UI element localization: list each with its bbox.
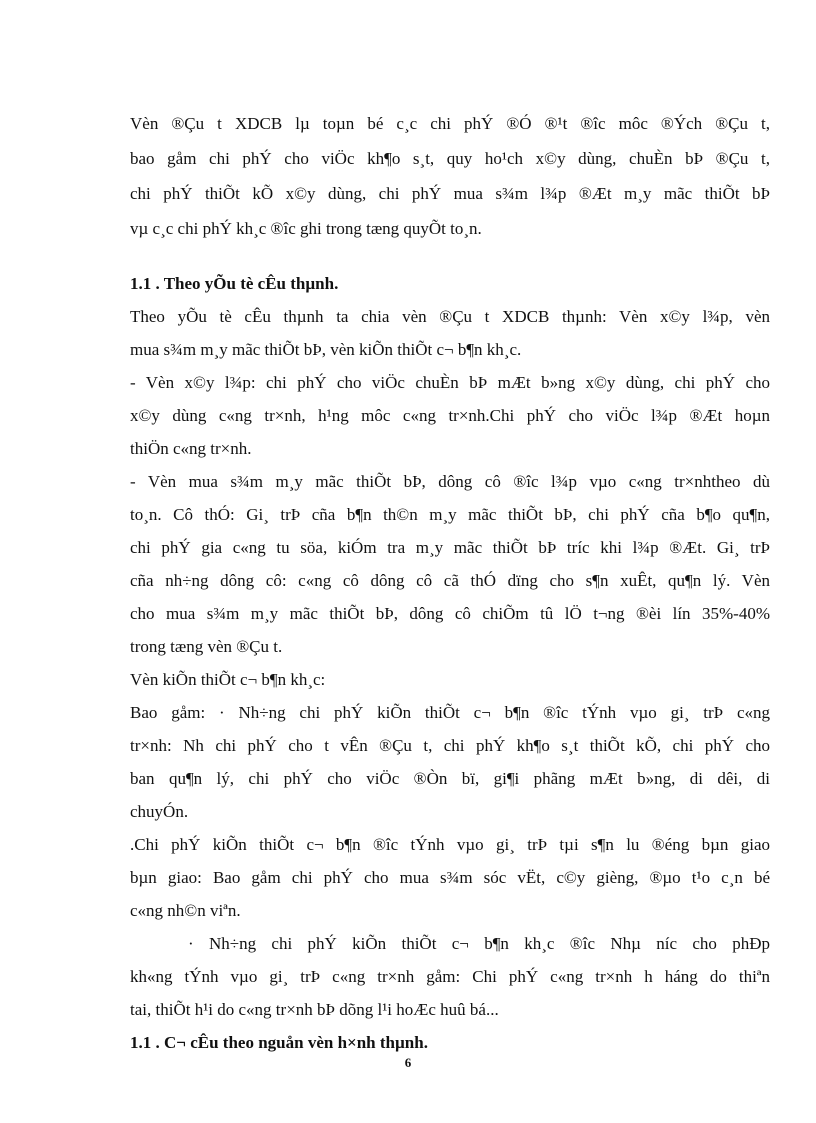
page-number: 6 — [404, 1055, 412, 1070]
paragraph-line: chi phÝ thiÕt kÕ x©y dùng, chi phÝ mua s¾m l¾p ®Æt m¸y mãc thiÕt bÞ — [130, 184, 770, 203]
paragraph-line: Bao gåm: · Nh÷ng chi phÝ kiÕn thiÕt c¬ b¶n ®îc tÝnh vµo gi¸ trÞ c«ng — [130, 703, 770, 722]
paragraph-line: · Nh÷ng chi phÝ kiÕn thiÕt c¬ b¶n kh¸c ®îc Nhµ níc cho phÐp — [188, 934, 770, 953]
paragraph-line: ban qu¶n lý, chi phÝ cho viÖc ®Òn bï, gi¶i phãng mÆt b»ng, di dêi, di — [130, 769, 770, 788]
paragraph-line: .Chi phÝ kiÕn thiÕt c¬ b¶n ®îc tÝnh vµo gi¸ trÞ tµi s¶n lu ®éng bµn giao — [130, 835, 770, 854]
section-heading: 1.1 . Theo yÕu tè cÊu thµnh. — [130, 274, 339, 293]
paragraph-line: Vèn kiÕn thiÕt c¬ b¶n kh¸c: — [130, 670, 326, 689]
paragraph-line: kh«ng tÝnh vµo gi¸ trÞ c«ng tr×nh gåm: Chi phÝ c«ng tr×nh h háng do thiªn — [130, 967, 770, 986]
paragraph-line: - Vèn x©y l¾p: chi phÝ cho viÖc chuÈn bÞ mÆt b»ng x©y dùng, chi phÝ cho — [130, 373, 770, 392]
paragraph-line: chuyÓn. — [130, 802, 189, 821]
paragraph-line: - Vèn mua s¾m m¸y mãc thiÕt bÞ, dông cô ®îc l¾p vµo c«ng tr×nhtheo dù — [130, 472, 770, 491]
paragraph-line: bao gåm chi phÝ cho viÖc kh¶o s¸t, quy ho¹ch x©y dùng, chuÈn bÞ ®Çu t, — [130, 149, 770, 168]
paragraph-line: chi phÝ gia c«ng tu söa, kiÓm tra m¸y mãc thiÕt bÞ tríc khi l¾p ®Æt. Gi¸ trÞ — [130, 538, 770, 557]
paragraph-line: vµ c¸c chi phÝ kh¸c ®îc ghi trong tæng quyÕt to¸n. — [130, 219, 482, 238]
section-heading: 1.1 . C¬ cÊu theo nguån vèn h×nh thµnh. — [130, 1033, 428, 1052]
paragraph-line: Theo yÕu tè cÊu thµnh ta chia vèn ®Çu t XDCB thµnh: Vèn x©y l¾p, vèn — [130, 307, 770, 326]
paragraph-line: tai, thiÕt h¹i do c«ng tr×nh bÞ dõng l¹i hoÆc huû bá... — [130, 1000, 499, 1019]
paragraph-line: Vèn ®Çu t XDCB lµ toµn bé c¸c chi phÝ ®Ó ®¹t ®îc môc ®Ých ®Çu t, — [130, 114, 770, 133]
paragraph-line: mua s¾m m¸y mãc thiÕt bÞ, vèn kiÕn thiÕt c¬ b¶n kh¸c. — [130, 340, 522, 359]
paragraph-line: cho mua s¾m m¸y mãc thiÕt bÞ, dông cô chiÕm tû lÖ t¬ng ®èi lín 35%-40% — [130, 604, 770, 623]
paragraph-line: thiÖn c«ng tr×nh. — [130, 439, 252, 458]
paragraph-line: cña nh÷ng dông cô: c«ng cô dông cô cã thÓ dïng cho s¶n xuÊt, qu¶n lý. Vèn — [130, 571, 770, 590]
paragraph-line: tr×nh: Nh chi phÝ cho t vÊn ®Çu t, chi phÝ kh¶o s¸t thiÕt kÕ, chi phÝ cho — [130, 736, 770, 755]
paragraph-line: x©y dùng c«ng tr×nh, h¹ng môc c«ng tr×nh.Chi phÝ cho viÖc l¾p ®Æt hoµn — [130, 406, 770, 425]
paragraph-line: trong tæng vèn ®Çu t. — [130, 637, 283, 656]
paragraph-line: bµn giao: Bao gåm chi phÝ cho mua s¾m sóc vËt, c©y gièng, ®µo t¹o c¸n bé — [130, 868, 770, 887]
paragraph-line: to¸n. Cô thÓ: Gi¸ trÞ cña b¶n th©n m¸y mãc thiÕt bÞ, chi phÝ cña b¶o qu¶n, — [130, 505, 770, 524]
paragraph-line: c«ng nh©n viªn. — [130, 901, 241, 920]
